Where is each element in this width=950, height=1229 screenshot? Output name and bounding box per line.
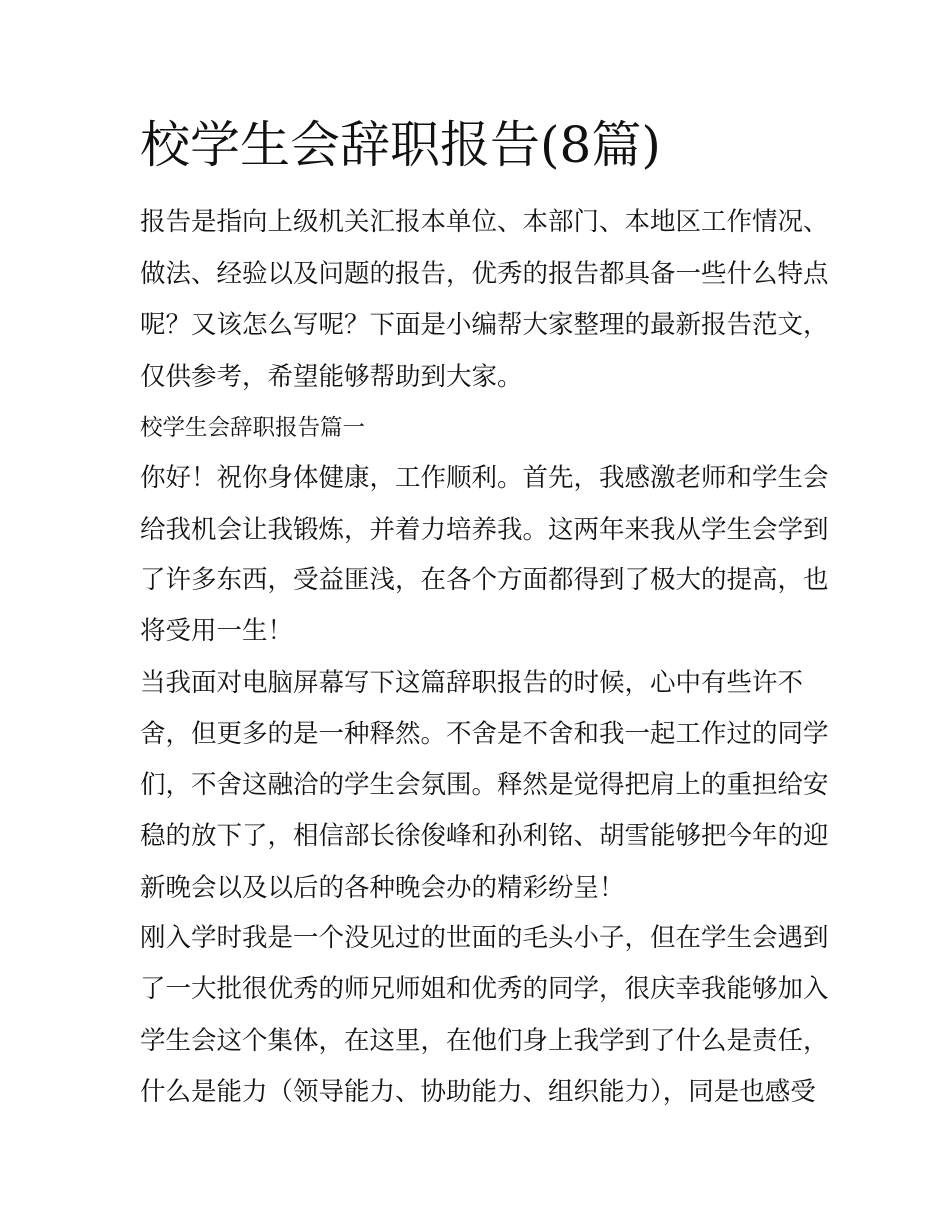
paragraph-line: 将受用一生！ [140,616,294,646]
paragraph-line: 稳的放下了，相信部长徐俊峰和孙利铭、胡雪能够把今年的迎 [140,821,829,851]
paragraph-line: 们，不舍这融洽的学生会氛围。释然是觉得把肩上的重担给安 [140,770,829,800]
document-title: 校学生会辞职报告(8篇) [140,116,661,174]
paragraph-line: 你好！祝你身体健康，工作顺利。首先，我感激老师和学生会 [140,463,829,493]
paragraph-line: 学生会这个集体，在这里，在他们身上我学到了什么是责任， [140,1026,829,1056]
intro-line: 报告是指向上级机关汇报本单位、本部门、本地区工作情况、 [140,207,829,237]
paragraph-line: 什么是能力（领导能力、协助能力、组织能力），同是也感受 [140,1077,816,1107]
intro-line: 做法、经验以及问题的报告，优秀的报告都具备一些什么特点 [140,259,829,289]
intro-line: 仅供参考，希望能够帮助到大家。 [140,362,523,392]
section-heading: 校学生会辞职报告篇一 [140,415,366,441]
paragraph-line: 给我机会让我锻炼，并着力培养我。这两年来我从学生会学到 [140,515,829,545]
intro-line: 呢？又该怎么写呢？下面是小编帮大家整理的最新报告范文， [140,310,829,340]
paragraph-line: 了一大批很优秀的师兄师姐和优秀的同学，很庆幸我能够加入 [140,974,829,1004]
paragraph-line: 舍，但更多的是一种释然。不舍是不舍和我一起工作过的同学 [140,719,829,749]
paragraph-line: 刚入学时我是一个没见过的世面的毛头小子，但在学生会遇到 [140,923,829,953]
paragraph-line: 新晚会以及以后的各种晚会办的精彩纷呈！ [140,873,625,903]
paragraph-line: 当我面对电脑屏幕写下这篇辞职报告的时候，心中有些许不 [140,668,804,698]
paragraph-line: 了许多东西，受益匪浅，在各个方面都得到了极大的提高，也 [140,565,829,595]
